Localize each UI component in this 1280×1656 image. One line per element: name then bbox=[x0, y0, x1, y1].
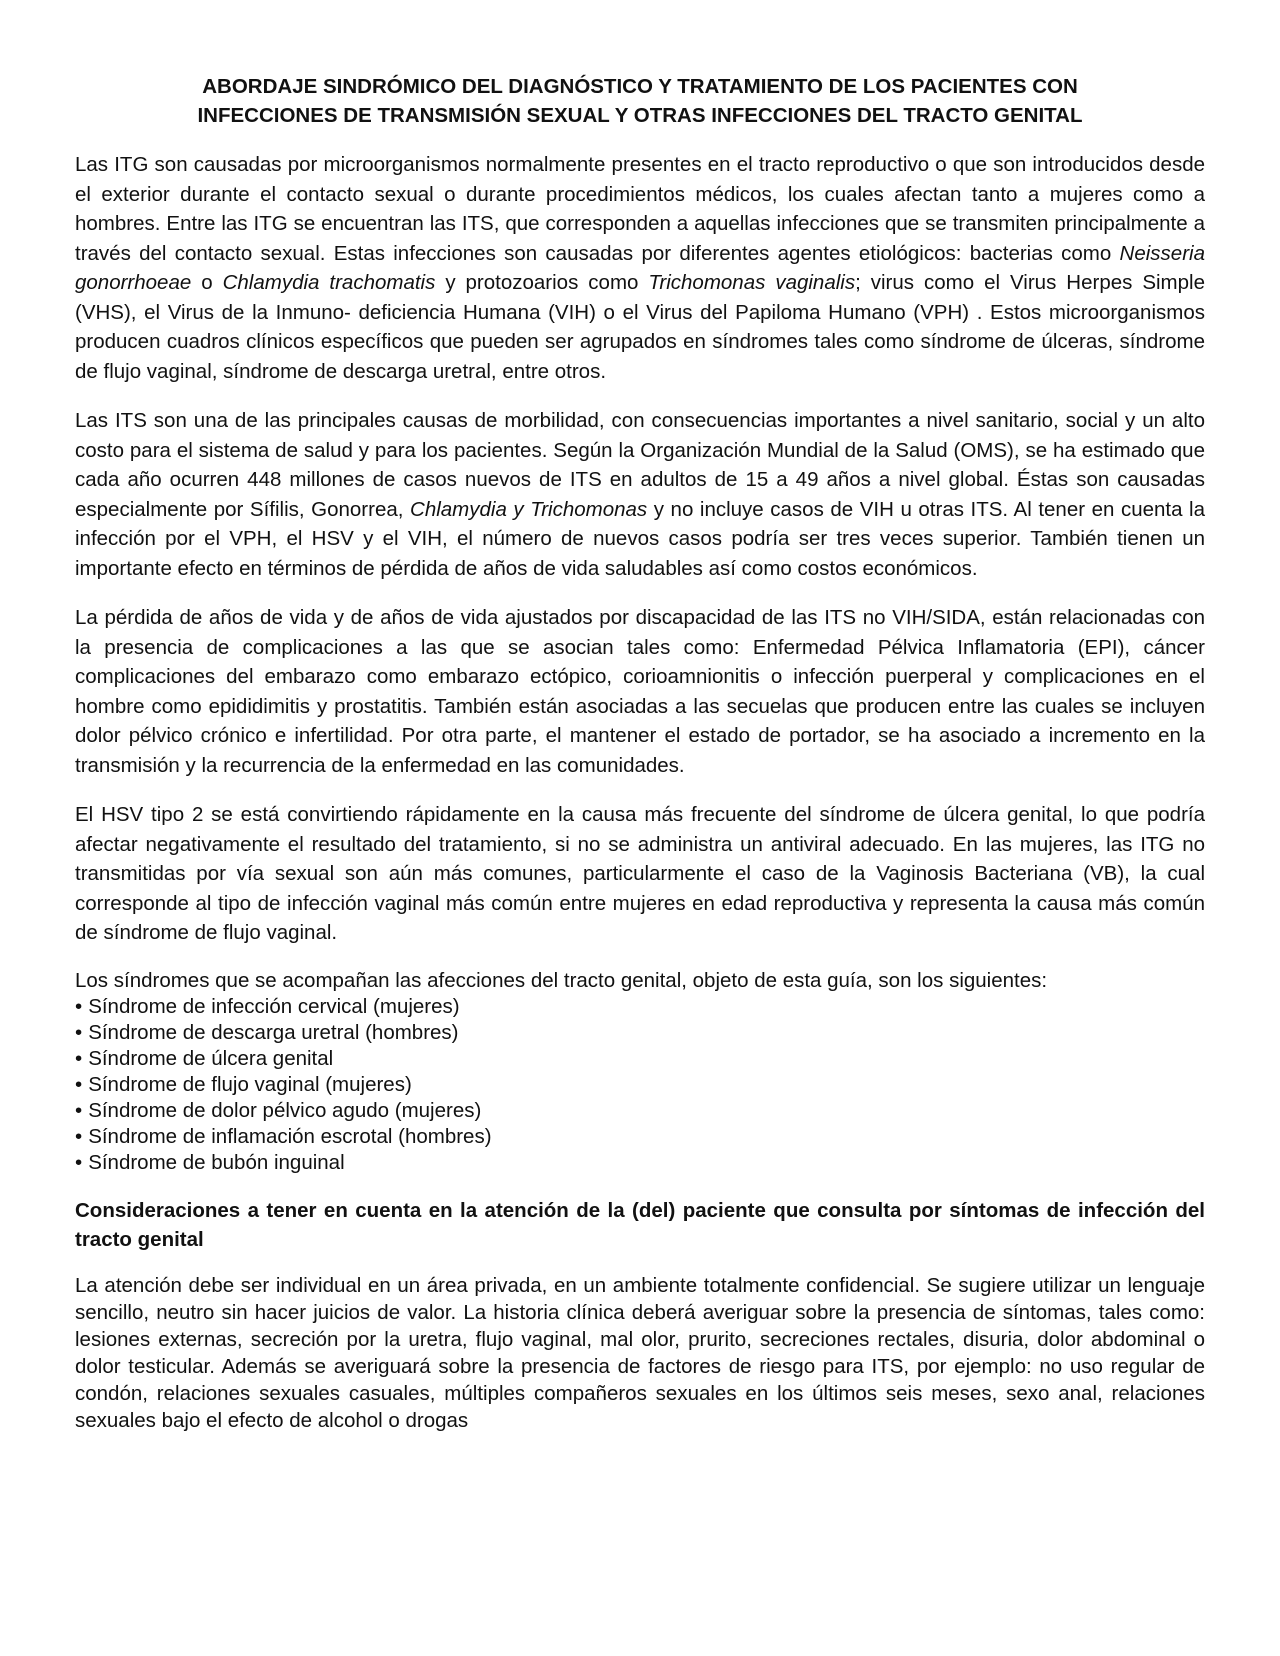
syndrome-list bbox=[75, 994, 1205, 1176]
list-item: • Síndrome de flujo vaginal (mujeres) bbox=[75, 1072, 1205, 1098]
paragraph-text: y protozoarios como bbox=[435, 271, 649, 294]
species-name: Neisseria gonorrhoeae bbox=[75, 241, 1205, 294]
title-line-2: INFECCIONES DE TRANSMISIÓN SEXUAL Y OTRAS INFECCIONES DEL TRACTO GENITAL bbox=[197, 104, 1083, 127]
list-item: • Síndrome de bubón inguinal bbox=[75, 1150, 1205, 1176]
paragraph-text: Las ITG son causadas por microorganismos normalmente presentes en el tracto reproductivo o que son introducidos desde el exterior durante el contacto sexual o durante procedimientos médicos, los cuales afectan tanto a mujeres como a hombres. Entre las ITG se encuentran las ITS, que corresponden a aquellas infecciones que se transmiten principalmente a través del contacto sexual. Estas infecciones son causadas por diferentes agentes etiológicos: bacterias como bbox=[75, 153, 1205, 265]
species-name: Chlamydia trachomatis bbox=[222, 271, 436, 294]
paragraph-morbidity bbox=[75, 406, 1205, 583]
section-heading: Consideraciones a tener en cuenta en la atención de la (del) paciente que consulta por síntomas de infección del tracto genital bbox=[75, 1198, 1205, 1251]
list-item: • Síndrome de infección cervical (mujeres) bbox=[75, 994, 1205, 1020]
paragraph-text: ; virus como el Virus Herpes Simple (VHS), el Virus de la Inmuno- deficiencia Humana (VIH) o el Virus del Papiloma Humano (VPH) . Estos microorganismos producen cuadros clínicos específicos que pueden ser agrupados en síndromes tales como síndrome de úlceras, síndrome de flujo vaginal, síndrome de descarga uretral, entre otros. bbox=[75, 271, 1205, 383]
paragraph-text: o bbox=[191, 271, 223, 294]
paragraph-hsv: El HSV tipo 2 se está convirtiendo rápidamente en la causa más frecuente del síndrome de úlcera genital, lo que podría afectar negativamente el resultado del tratamiento, si no se administra un antiviral adecuado. En las mujeres, las ITG no transmitidas por vía sexual son aún más comunes, particularmente el caso de la Vaginosis Bacteriana (VB), la cual corresponde al tipo de infección vaginal más común entre mujeres en edad reproductiva y representa la causa más común de síndrome de flujo vaginal. bbox=[75, 803, 1205, 944]
species-name: Trichomonas vaginalis bbox=[648, 271, 856, 294]
list-item: • Síndrome de descarga uretral (hombres) bbox=[75, 1020, 1205, 1046]
title-line-1: ABORDAJE SINDRÓMICO DEL DIAGNÓSTICO Y TRATAMIENTO DE LOS PACIENTES CON bbox=[202, 75, 1078, 98]
species-name: Chlamydia y Trichomonas bbox=[410, 497, 648, 521]
document-title bbox=[75, 72, 1205, 130]
paragraph-text: Las ITS son una de las principales causas de morbilidad, con consecuencias importantes a nivel sanitario, social y un alto costo para el sistema de salud y para los pacientes. Según la Organización Mundial de la Salud (OMS), se ha estimado que cada año ocurren 448 millones de casos nuevos de ITS en adultos de 15 a 49 años a nivel global. Éstas son causadas especialmente por Sífilis, Gonorrea, bbox=[75, 409, 1205, 521]
paragraph-its-definition bbox=[75, 150, 1205, 386]
paragraph-attention: La atención debe ser individual en un área privada, en un ambiente totalmente confidencial. Se sugiere utilizar un lenguaje sencillo, neutro sin hacer juicios de valor. La historia clínica deberá averiguar sobre la presencia de síntomas, tales como: lesiones externas, secreción por la uretra, flujo vaginal, mal olor, prurito, secreciones rectales, disuria, dolor abdominal o dolor testicular. Además se averiguará sobre la presencia de factores de riesgo para ITS, por ejemplo: no uso regular de condón, relaciones sexuales casuales, múltiples compañeros sexuales en los últimos seis meses, sexo anal, relaciones sexuales bajo el efecto de alcohol o drogas bbox=[75, 1273, 1205, 1432]
paragraph-text: y no incluye casos de VIH u otras ITS. Al tener en cuenta la infección por el VPH, el HSV y el VIH, el número de nuevos casos podría ser tres veces superior. También tienen un importante efecto en términos de pérdida de años de vida saludables así como costos económicos. bbox=[75, 497, 1206, 580]
list-item: • Síndrome de úlcera genital bbox=[75, 1046, 1205, 1072]
syndromes-intro: Los síndromes que se acompañan las afecciones del tracto genital, objeto de esta guía, son los siguientes: bbox=[75, 968, 1048, 992]
paragraph-complications: La pérdida de años de vida y de años de vida ajustados por discapacidad de las ITS no VIH/SIDA, están relacionadas con la presencia de complicaciones a las que se asocian tales como: Enfermedad Pélvica Inflamatoria (EPI), cáncer complicaciones del embarazo como embarazo ectópico, corioamnionitis o infección puerperal y complicaciones en el hombre como epididimitis y prostatitis. También están asociadas a las secuelas que producen entre las cuales se incluyen dolor pélvico crónico e infertilidad. Por otra parte, el mantener el estado de portador, se ha asociado a incremento en la transmisión y la recurrencia de la enfermedad en las comunidades. bbox=[75, 606, 1205, 777]
document-page bbox=[75, 72, 1205, 1454]
list-item: • Síndrome de dolor pélvico agudo (mujeres) bbox=[75, 1098, 1205, 1124]
list-item: • Síndrome de inflamación escrotal (hombres) bbox=[75, 1124, 1205, 1150]
